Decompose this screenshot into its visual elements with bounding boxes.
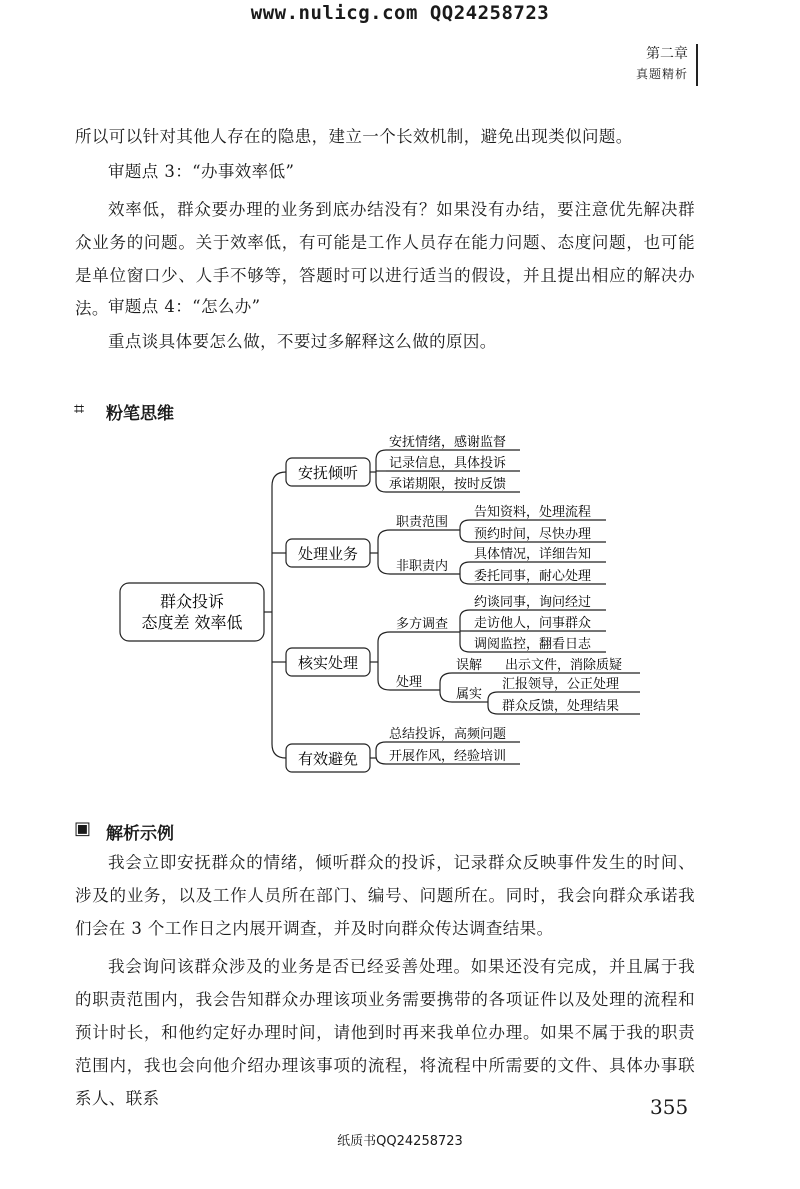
exam-point-3: 审题点 3：“办事效率低” xyxy=(108,162,295,181)
b2-sub1-leaf-1: 告知资料，处理流程 xyxy=(474,505,592,520)
b2-sub-2: 非职责内 xyxy=(396,559,449,574)
b3-sub2b-leaf-2: 群众反馈，处理结果 xyxy=(502,699,620,714)
b3-sub1-leaf-3: 调阅监控，翻看日志 xyxy=(474,637,592,652)
b3-sub-2: 处理 xyxy=(396,675,423,690)
page-number: 355 xyxy=(650,1095,689,1119)
paragraph-1: 所以可以针对其他人存在的隐患，建立一个长效机制，避免出现类似问题。 xyxy=(75,127,633,146)
branch-3-label: 核实处理 xyxy=(297,654,359,672)
bottom-watermark: 纸质书QQ24258723 xyxy=(337,1134,463,1149)
b1-leaf-1: 安抚情绪，感谢监督 xyxy=(389,435,507,450)
b2-sub-1: 职责范围 xyxy=(396,515,449,530)
top-watermark: www.nulicg.com QQ24258723 xyxy=(250,2,550,24)
b3-sub-1: 多方调查 xyxy=(396,617,449,632)
chapter-title: 第二章 xyxy=(646,46,688,62)
analysis-paragraph-2: 我会询问该群众涉及的业务是否已经妥善处理。如果还没有完成，并且属于我的职责范围内，我会告知群众办理该项业务需要携带的各项证件以及处理的流程和预计时长，和他约定好办理时间，请他到时再来我单位办理。如果不属于我的职责范围内，我也会向他介绍办理该事项的流程，将流程中所需要的文件、具体办事联系人、联系 xyxy=(75,957,695,1108)
b3-sub1-leaf-2: 走访他人，问事群众 xyxy=(474,616,592,631)
paragraph-efficiency: 效率低，群众要办理的业务到底办结没有？如果没有办结，要注意优先解决群众业务的问题。关于效率低，有可能是工作人员存在能力问题、态度问题，也可能是单位窗口少、人手不够等，答题时可以进行适当的假设，并且提出相应的解决办法。 xyxy=(75,200,695,318)
b3-sub2-b: 属实 xyxy=(456,687,483,702)
b3-sub2-a: 误解 xyxy=(456,658,483,673)
analysis-section-icon: ▣ xyxy=(74,818,92,839)
b3-sub1-leaf-1: 约谈同事，询问经过 xyxy=(474,595,592,610)
root-label-1: 群众投诉 xyxy=(159,592,225,611)
b2-sub1-leaf-2: 预约时间，尽快办理 xyxy=(474,527,592,542)
b2-sub2-leaf-2: 委托同事，耐心处理 xyxy=(474,569,592,584)
branch-2-label: 处理业务 xyxy=(297,545,359,563)
b2-sub2-leaf-1: 具体情况，详细告知 xyxy=(474,547,592,562)
branch-4-label: 有效避免 xyxy=(297,750,359,768)
branch-1-label: 安抚倾听 xyxy=(297,464,359,482)
root-label-2: 态度差 效率低 xyxy=(141,613,243,632)
b4-leaf-2: 开展作风，经验培训 xyxy=(389,749,507,764)
chapter-subtitle: 真题精析 xyxy=(635,67,688,81)
b3-sub2b-leaf-1: 汇报领导，公正处理 xyxy=(502,677,620,692)
mind-section-title: 粉笔思维 xyxy=(106,404,174,424)
b1-leaf-3: 承诺期限，按时反馈 xyxy=(389,477,507,492)
analysis-paragraph-1: 我会立即安抚群众的情绪，倾听群众的投诉，记录群众反映事件发生的时间、涉及的业务，以及工作人员所在部门、编号、问题所在。同时，我会向群众承诺我们会在 3 个工作日之内展开调查，并及时向群众传达调查结果。 xyxy=(75,853,695,938)
b1-leaf-2: 记录信息，具体投诉 xyxy=(389,456,507,471)
analysis-section-title: 解析示例 xyxy=(106,824,174,844)
b3-sub2-a-leaf: 出示文件，消除质疑 xyxy=(505,658,623,673)
paragraph-how: 重点谈具体要怎么做，不要过多解释这么做的原因。 xyxy=(108,332,497,351)
b4-leaf-1: 总结投诉，高频问题 xyxy=(389,727,507,742)
exam-point-4: 审题点 4：“怎么办” xyxy=(108,297,261,316)
mind-section-icon: ⌗ xyxy=(74,399,85,420)
